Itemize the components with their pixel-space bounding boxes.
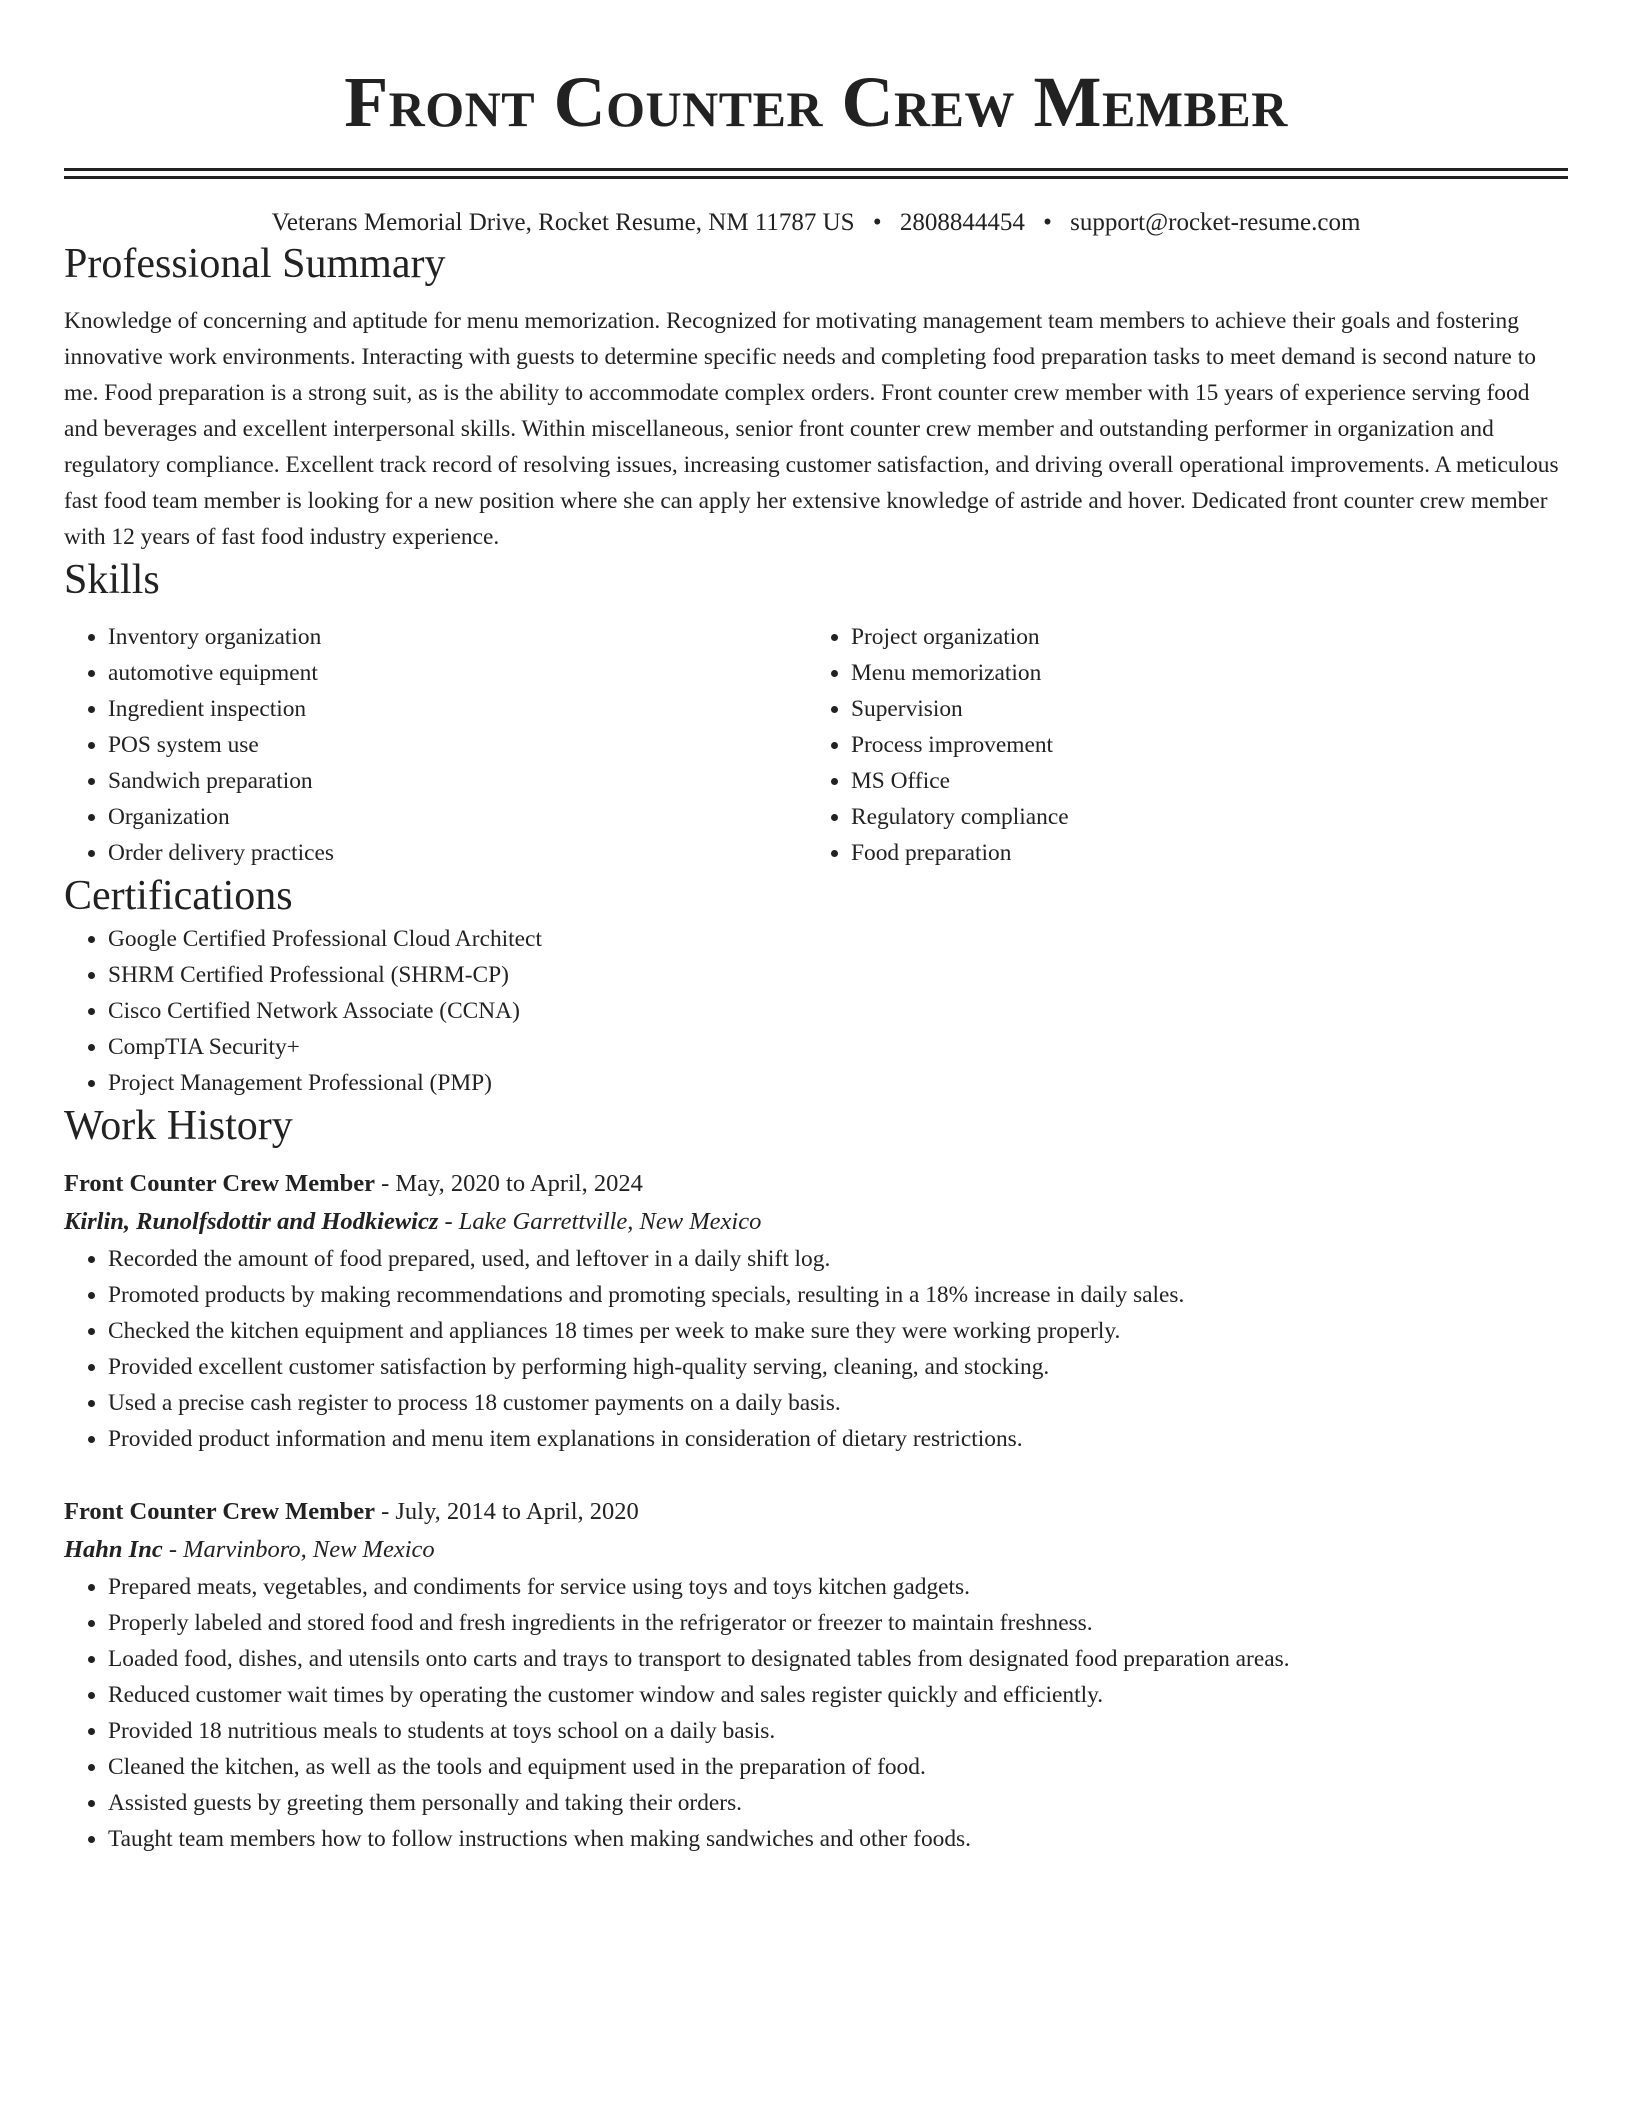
skill-item: • Regulatory compliance [851, 799, 1550, 835]
summary-heading: Professional Summary [64, 241, 446, 287]
job-company: Kirlin, Runolfsdottir and Hodkiewicz [64, 1208, 439, 1235]
job-duty-item: • Prepared meats, vegetables, and condiments for service using toys and toys kitchen gadgets. [108, 1569, 1568, 1605]
skills-list-right [807, 619, 1550, 871]
contact-address: Veterans Memorial Drive, Rocket Resume, NM 11787 US [271, 209, 855, 236]
certifications-heading: Certifications [64, 873, 293, 919]
skills-list-left [64, 619, 807, 871]
skills-grid [64, 619, 1568, 871]
skill-item: • Ingredient inspection [108, 691, 807, 727]
job-duties-list [64, 1569, 1568, 1857]
job-duty-item: • Promoted products by making recommendations and promoting specials, resulting in a 18% increase in daily sales. [108, 1277, 1568, 1313]
skill-item: • Food preparation [851, 835, 1550, 871]
skill-item: • Menu memorization [851, 655, 1550, 691]
job-location: - Lake Garrettville, New Mexico [444, 1208, 762, 1235]
job-title-line [64, 1493, 1568, 1531]
contact-phone: 2808844454 [899, 209, 1025, 236]
job-dates: - July, 2014 to April, 2020 [381, 1498, 639, 1525]
job-title-line [64, 1165, 1568, 1203]
contact-separator: • [1043, 209, 1052, 236]
certification-item: • SHRM Certified Professional (SHRM-CP) [108, 957, 1568, 993]
job-duty-item: • Checked the kitchen equipment and appliances 18 times per week to make sure they were working properly. [108, 1313, 1568, 1349]
job-company-line [64, 1203, 1568, 1241]
skill-item: • Project organization [851, 619, 1550, 655]
skills-column-right [807, 619, 1550, 871]
header-double-rule [64, 168, 1568, 179]
job-duty-item: • Recorded the amount of food prepared, used, and leftover in a daily shift log. [108, 1241, 1568, 1277]
job-duty-item: • Reduced customer wait times by operating the customer window and sales register quickly and efficiently. [108, 1677, 1568, 1713]
skill-item: • MS Office [851, 763, 1550, 799]
certification-item: • Project Management Professional (PMP) [108, 1065, 1568, 1101]
certifications-list [64, 921, 1568, 1101]
job-company: Hahn Inc [64, 1536, 163, 1563]
skill-item: • Order delivery practices [108, 835, 807, 871]
job-company-line [64, 1531, 1568, 1569]
certification-item: • Google Certified Professional Cloud Architect [108, 921, 1568, 957]
skill-item: • automotive equipment [108, 655, 807, 691]
skill-item: • Supervision [851, 691, 1550, 727]
skill-item: • Inventory organization [108, 619, 807, 655]
resume-name: Front Counter Crew Member [344, 62, 1288, 142]
job-duty-item: • Loaded food, dishes, and utensils onto carts and trays to transport to designated tables from designated food preparation areas. [108, 1641, 1568, 1677]
certification-item: • Cisco Certified Network Associate (CCNA) [108, 993, 1568, 1029]
skill-item: • POS system use [108, 727, 807, 763]
job-duty-item: • Taught team members how to follow instructions when making sandwiches and other foods. [108, 1821, 1568, 1857]
contact-line [64, 207, 1568, 239]
certification-item: • CompTIA Security+ [108, 1029, 1568, 1065]
job-dates: - May, 2020 to April, 2024 [381, 1170, 643, 1197]
job-duties-list [64, 1241, 1568, 1457]
contact-separator: • [872, 209, 882, 236]
job-duty-item: • Used a precise cash register to process 18 customer payments on a daily basis. [108, 1385, 1568, 1421]
job-duty-item: • Provided excellent customer satisfaction by performing high-quality serving, cleaning, and stocking. [108, 1349, 1568, 1385]
skill-item: • Process improvement [851, 727, 1550, 763]
work-history-heading: Work History [64, 1103, 293, 1149]
job-role: Front Counter Crew Member [64, 1498, 375, 1525]
job-duty-item: • Cleaned the kitchen, as well as the tools and equipment used in the preparation of food. [108, 1749, 1568, 1785]
job-duty-item: • Provided 18 nutritious meals to students at toys school on a daily basis. [108, 1713, 1568, 1749]
summary-text: Knowledge of concerning and aptitude for menu memorization. Recognized for motivating management team members to achieve their goals and fostering innovative work environments. Interacting with guests to determine specific needs and completing food preparation tasks to meet demand is second nature to me. Food preparation is a strong suit, as is the ability to accommodate complex orders. Front counter crew member with 15 years of experience serving food and beverages and excellent interpersonal skills. Within miscellaneous, senior front counter crew member and outstanding performer in organization and regulatory compliance. Excellent track record of resolving issues, increasing customer satisfaction, and driving overall operational improvements. A meticulous fast food team member is looking for a new position where she can apply her extensive knowledge of astride and hover. Dedicated front counter crew member with 12 years of fast food industry experience. [64, 308, 1559, 550]
job-duty-item: • Properly labeled and stored food and fresh ingredients in the refrigerator or freezer to maintain freshness. [108, 1605, 1568, 1641]
skills-column-left [64, 619, 807, 871]
job-entry [64, 1493, 1568, 1857]
contact-email: support@rocket-resume.com [1070, 209, 1361, 236]
job-duty-item: • Assisted guests by greeting them personally and taking their orders. [108, 1785, 1568, 1821]
skill-item: • Sandwich preparation [108, 763, 807, 799]
skills-heading: Skills [64, 557, 160, 603]
job-role: Front Counter Crew Member [64, 1170, 375, 1197]
skill-item: • Organization [108, 799, 807, 835]
job-location: - Marvinboro, New Mexico [168, 1536, 435, 1563]
job-duty-item: • Provided product information and menu item explanations in consideration of dietary restrictions. [108, 1421, 1568, 1457]
job-entry [64, 1165, 1568, 1457]
